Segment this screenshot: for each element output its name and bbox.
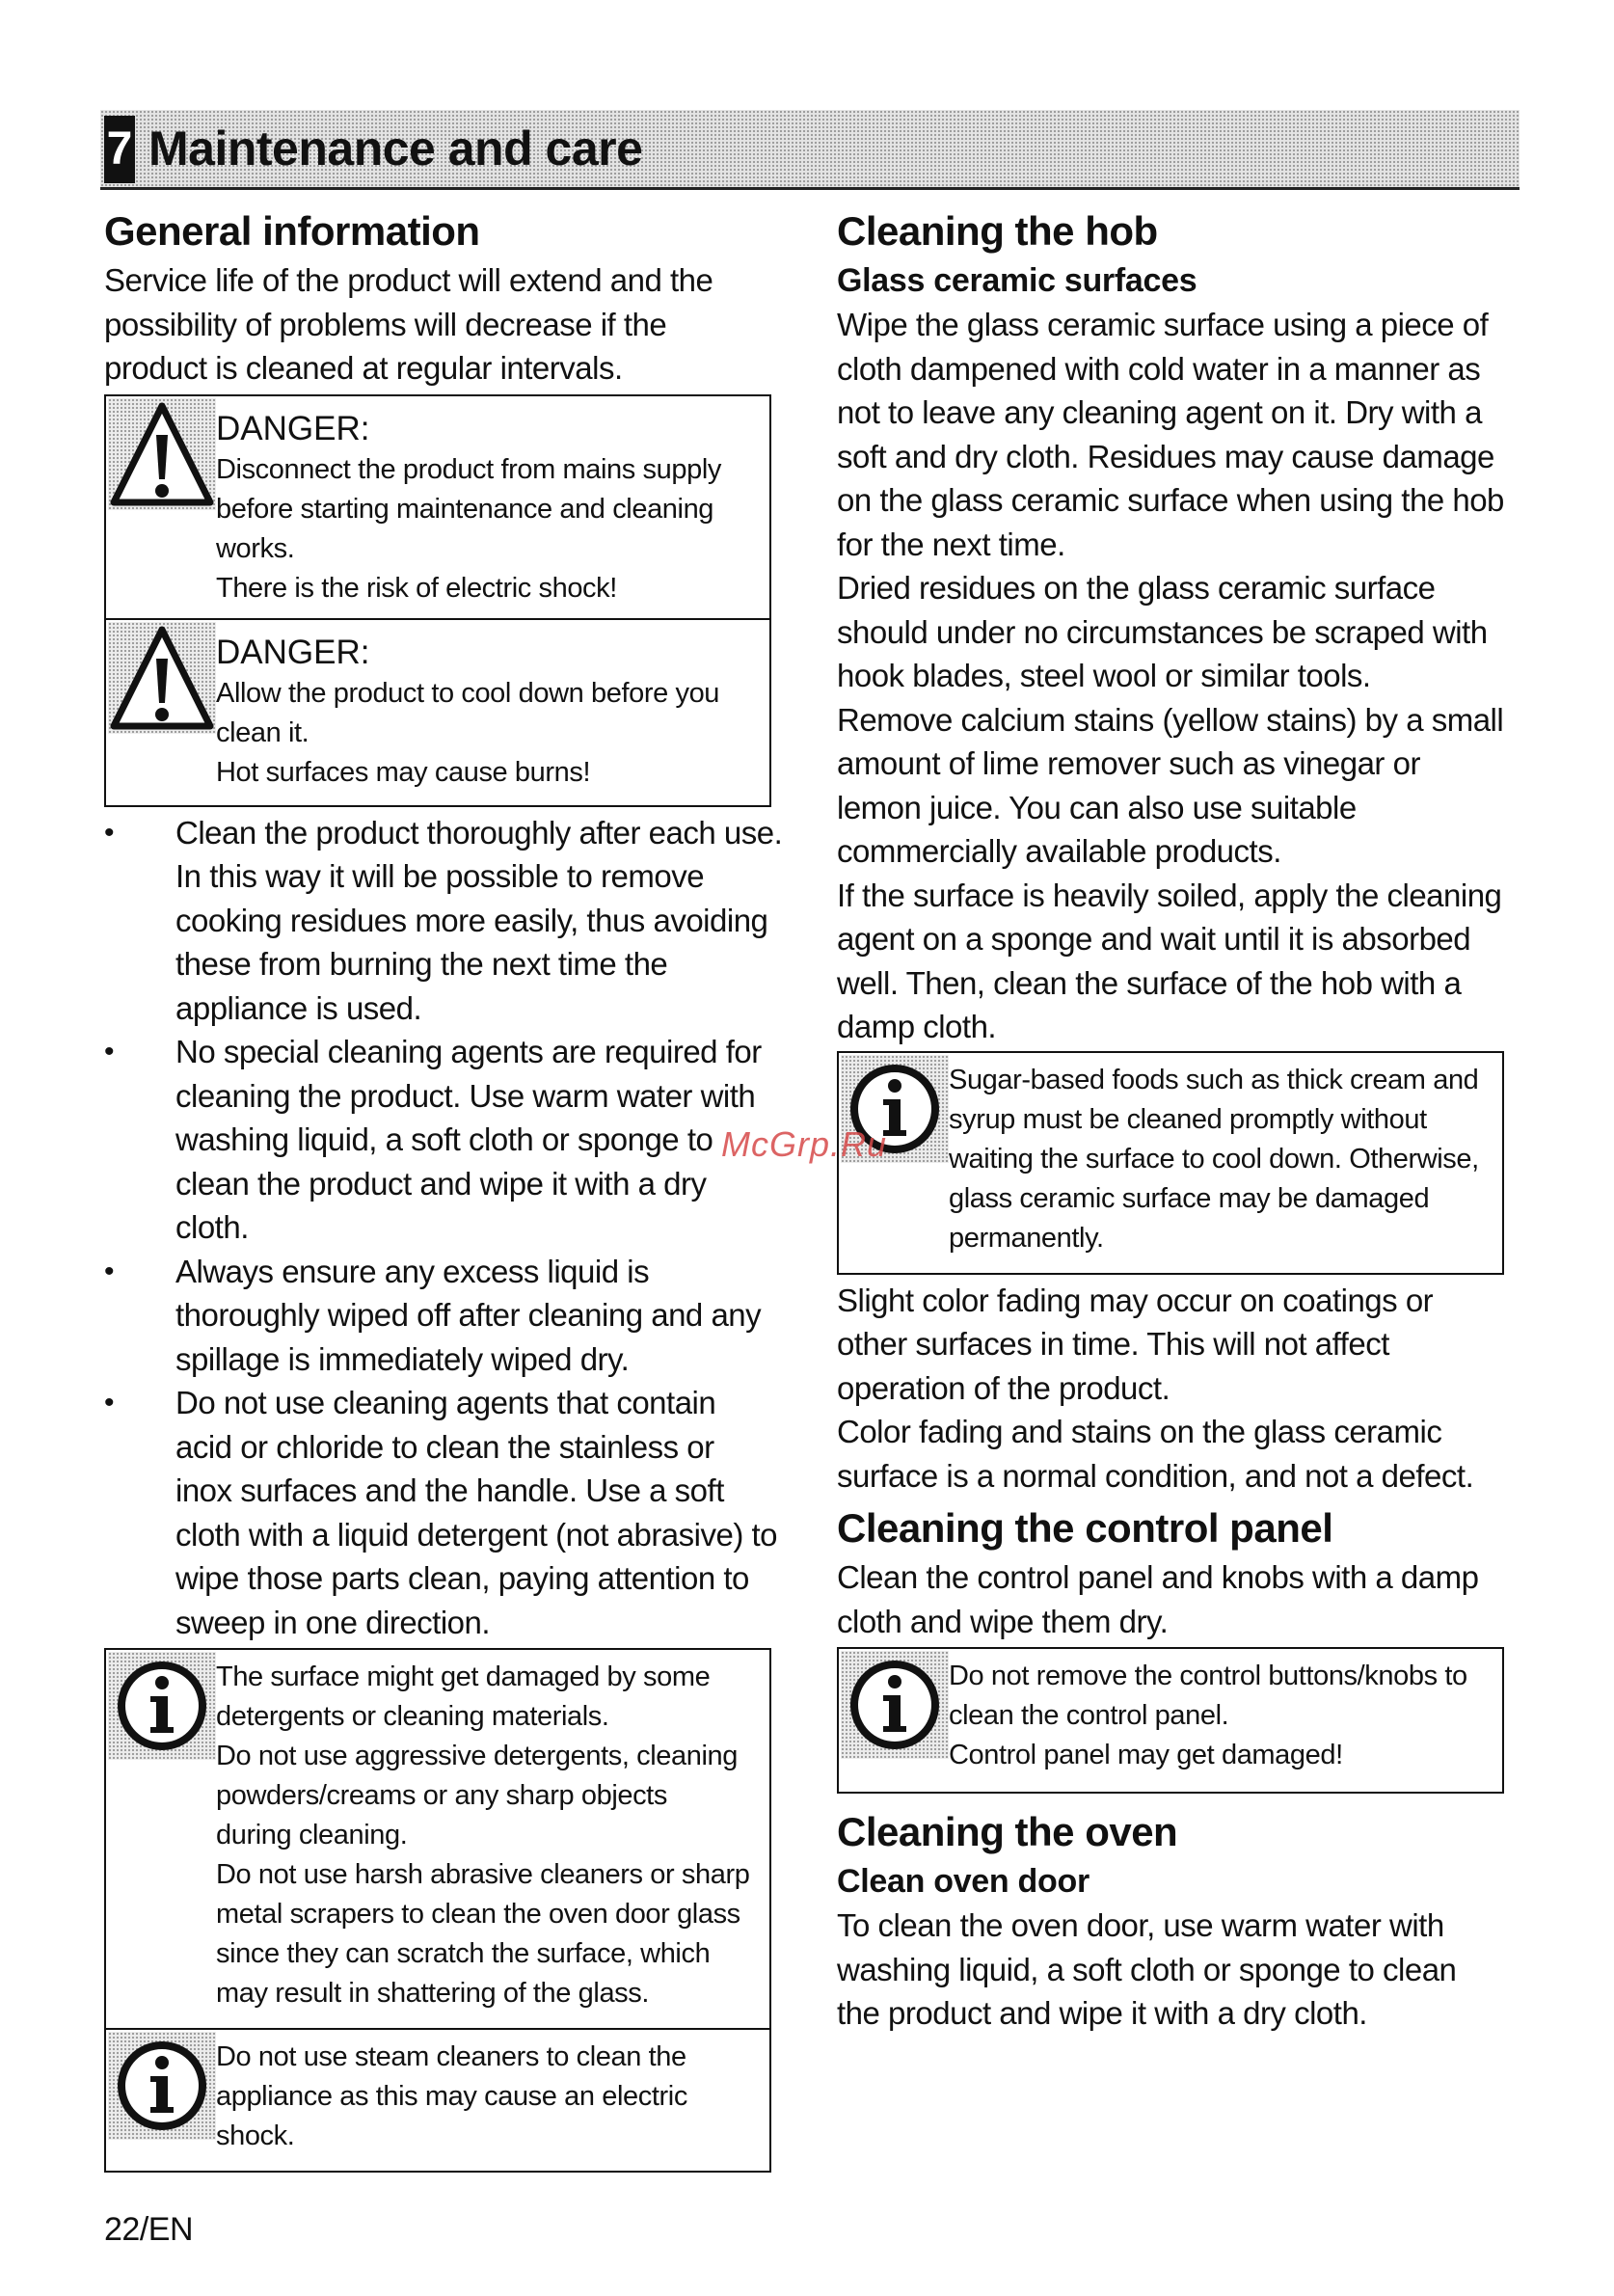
chapter-title: Maintenance and care: [148, 122, 643, 176]
warning-triangle-icon: [108, 398, 216, 510]
cleaning-hob-heading: Cleaning the hob: [837, 208, 1158, 254]
hob-text-line: soft and dry cloth. Residues may cause damage: [837, 438, 1494, 474]
hob-text-line: for the next time.: [837, 526, 1065, 562]
right-column: [837, 204, 1512, 2036]
glass-ceramic-subheading: Glass ceramic surfaces: [837, 262, 1197, 299]
hob-text-line: well. Then, clean the surface of the hob with a: [837, 964, 1462, 1001]
info-text: detergents or cleaning materials.: [216, 1701, 609, 1732]
hob-text-line: lemon juice. You can also use suitable: [837, 789, 1357, 825]
info-text: Do not use aggressive detergents, cleaning: [216, 1741, 738, 1771]
oven-text-line: To clean the oven door, use warm water with: [837, 1907, 1444, 1943]
oven-text-line: the product and wipe it with a dry cloth.: [837, 1995, 1367, 2031]
hob-text-line: on the glass ceramic surface when using the hob: [837, 482, 1504, 518]
hob-text-line: damp cloth.: [837, 1009, 997, 1044]
info-text: powders/creams or any sharp objects: [216, 1780, 667, 1811]
watermark: McGrp.Ru: [721, 1124, 888, 1164]
intro-line: product is cleaned at regular intervals.: [104, 350, 623, 386]
hob-text-line: agent on a sponge and wait until it is absorbed: [837, 921, 1471, 957]
danger-text: Disconnect the product from mains supply: [216, 453, 721, 485]
general-information-heading: General information: [104, 208, 480, 254]
clean-oven-door-subheading: Clean oven door: [837, 1863, 1089, 1900]
info-text: since they can scratch the surface, which: [216, 1938, 711, 1969]
info-text: appliance as this may cause an electric: [216, 2081, 687, 2112]
hob-text-line: Dried residues on the glass ceramic surface: [837, 570, 1436, 606]
info-text: clean the control panel.: [949, 1700, 1229, 1731]
chapter-number: 7: [104, 116, 135, 183]
danger-text: works.: [216, 532, 295, 564]
oven-text-line: washing liquid, a soft cloth or sponge to clean: [837, 1951, 1457, 1987]
info-text: may result in shattering of the glass.: [216, 1978, 650, 2009]
intro-line: possibility of problems will decrease if the: [104, 306, 667, 342]
hob-text-line: operation of the product.: [837, 1369, 1170, 1406]
hob-text-line: cloth dampened with cold water in a manner as: [837, 350, 1481, 387]
info-box-knobs: [837, 1647, 1504, 1794]
danger-label: DANGER:: [216, 409, 370, 447]
hob-text-line: amount of lime remover such as vinegar or: [837, 745, 1420, 781]
list-item: • Always ensure any excess liquid is thoroughly wiped off after cleaning and any spillage is immediately wiped dry.: [104, 1253, 762, 1377]
info-text: Do not remove the control buttons/knobs to: [949, 1661, 1467, 1691]
list-item: • Do not use cleaning agents that contain acid or chloride to clean the stainless or inox surfaces and the handle. Use a soft cloth with a liquid detergent (not abrasive) to wipe those parts clean, paying attention to sweep in one direction.: [104, 1385, 778, 1640]
danger-text: There is the risk of electric shock!: [216, 572, 617, 604]
hob-text-line: surface is a normal condition, and not a defect.: [837, 1457, 1474, 1494]
hob-text-line: Wipe the glass ceramic surface using a piece of: [837, 307, 1489, 342]
info-icon: [841, 1651, 949, 1759]
intro-line: Service life of the product will extend and the: [104, 262, 713, 298]
info-text: shock.: [216, 2120, 295, 2151]
danger-box-hot: [104, 620, 771, 807]
hob-text-line: commercially available products.: [837, 833, 1281, 869]
hob-text-line: Slight color fading may occur on coatings or: [837, 1282, 1434, 1318]
hob-text-line: other surfaces in time. This will not affect: [837, 1326, 1389, 1362]
cleaning-oven-heading: Cleaning the oven: [837, 1809, 1178, 1854]
info-text: Do not use steam cleaners to clean the: [216, 2041, 686, 2072]
hob-text-line: Color fading and stains on the glass ceramic: [837, 1414, 1442, 1449]
info-text: Sugar-based foods such as thick cream and: [949, 1064, 1479, 1095]
info-text: Control panel may get damaged!: [949, 1740, 1343, 1770]
control-text-line: Clean the control panel and knobs with a damp: [837, 1559, 1479, 1595]
hob-text-line: If the surface is heavily soiled, apply the cleaning: [837, 877, 1502, 913]
danger-label: DANGER:: [216, 633, 370, 671]
info-text: The surface might get damaged by some: [216, 1661, 711, 1692]
cleaning-bullets: [104, 811, 798, 1645]
info-icon: [108, 1652, 216, 1760]
info-box-steam: [104, 2030, 771, 2173]
danger-text: clean it.: [216, 716, 309, 748]
control-text-line: cloth and wipe them dry.: [837, 1603, 1169, 1639]
info-text: during cleaning.: [216, 1820, 408, 1850]
cleaning-control-panel-heading: Cleaning the control panel: [837, 1505, 1333, 1551]
info-icon: [108, 2032, 216, 2140]
warning-triangle-icon: [108, 622, 216, 734]
danger-box-electric: [104, 394, 771, 620]
left-column: [104, 204, 798, 2173]
info-text: permanently.: [949, 1222, 1104, 1254]
chapter-banner: [100, 110, 1520, 190]
hob-text-line: not to leave any cleaning agent on it. Dry with a: [837, 394, 1482, 430]
info-text: metal scrapers to clean the oven door glass: [216, 1899, 740, 1930]
hob-text-line: Remove calcium stains (yellow stains) by a small: [837, 701, 1504, 738]
page-number: 22/EN: [104, 2211, 193, 2248]
info-text: waiting the surface to cool down. Otherwise,: [949, 1143, 1479, 1175]
list-item: • No special cleaning agents are required for cleaning the product. Use warm water with washing liquid, a soft cloth or sponge to clean the product and wipe it with a dry cloth.: [104, 1034, 762, 1245]
hob-text-line: should under no circumstances be scraped with: [837, 613, 1488, 650]
info-text: glass ceramic surface may be damaged: [949, 1182, 1430, 1214]
info-text: Do not use harsh abrasive cleaners or sharp: [216, 1859, 750, 1890]
info-text: syrup must be cleaned promptly without: [949, 1103, 1427, 1135]
danger-text: Hot surfaces may cause burns!: [216, 756, 591, 788]
hob-text-line: hook blades, steel wool or similar tools.: [837, 658, 1371, 693]
info-box-sugar: [837, 1051, 1504, 1275]
danger-text: before starting maintenance and cleaning: [216, 493, 714, 525]
list-item: • Clean the product thoroughly after each use. In this way it will be possible to remove cooking residues more easily, thus avoiding these from burning the next time the appliance is used.: [104, 814, 783, 1026]
danger-text: Allow the product to cool down before you: [216, 677, 720, 709]
info-box-detergents: [104, 1648, 771, 2030]
